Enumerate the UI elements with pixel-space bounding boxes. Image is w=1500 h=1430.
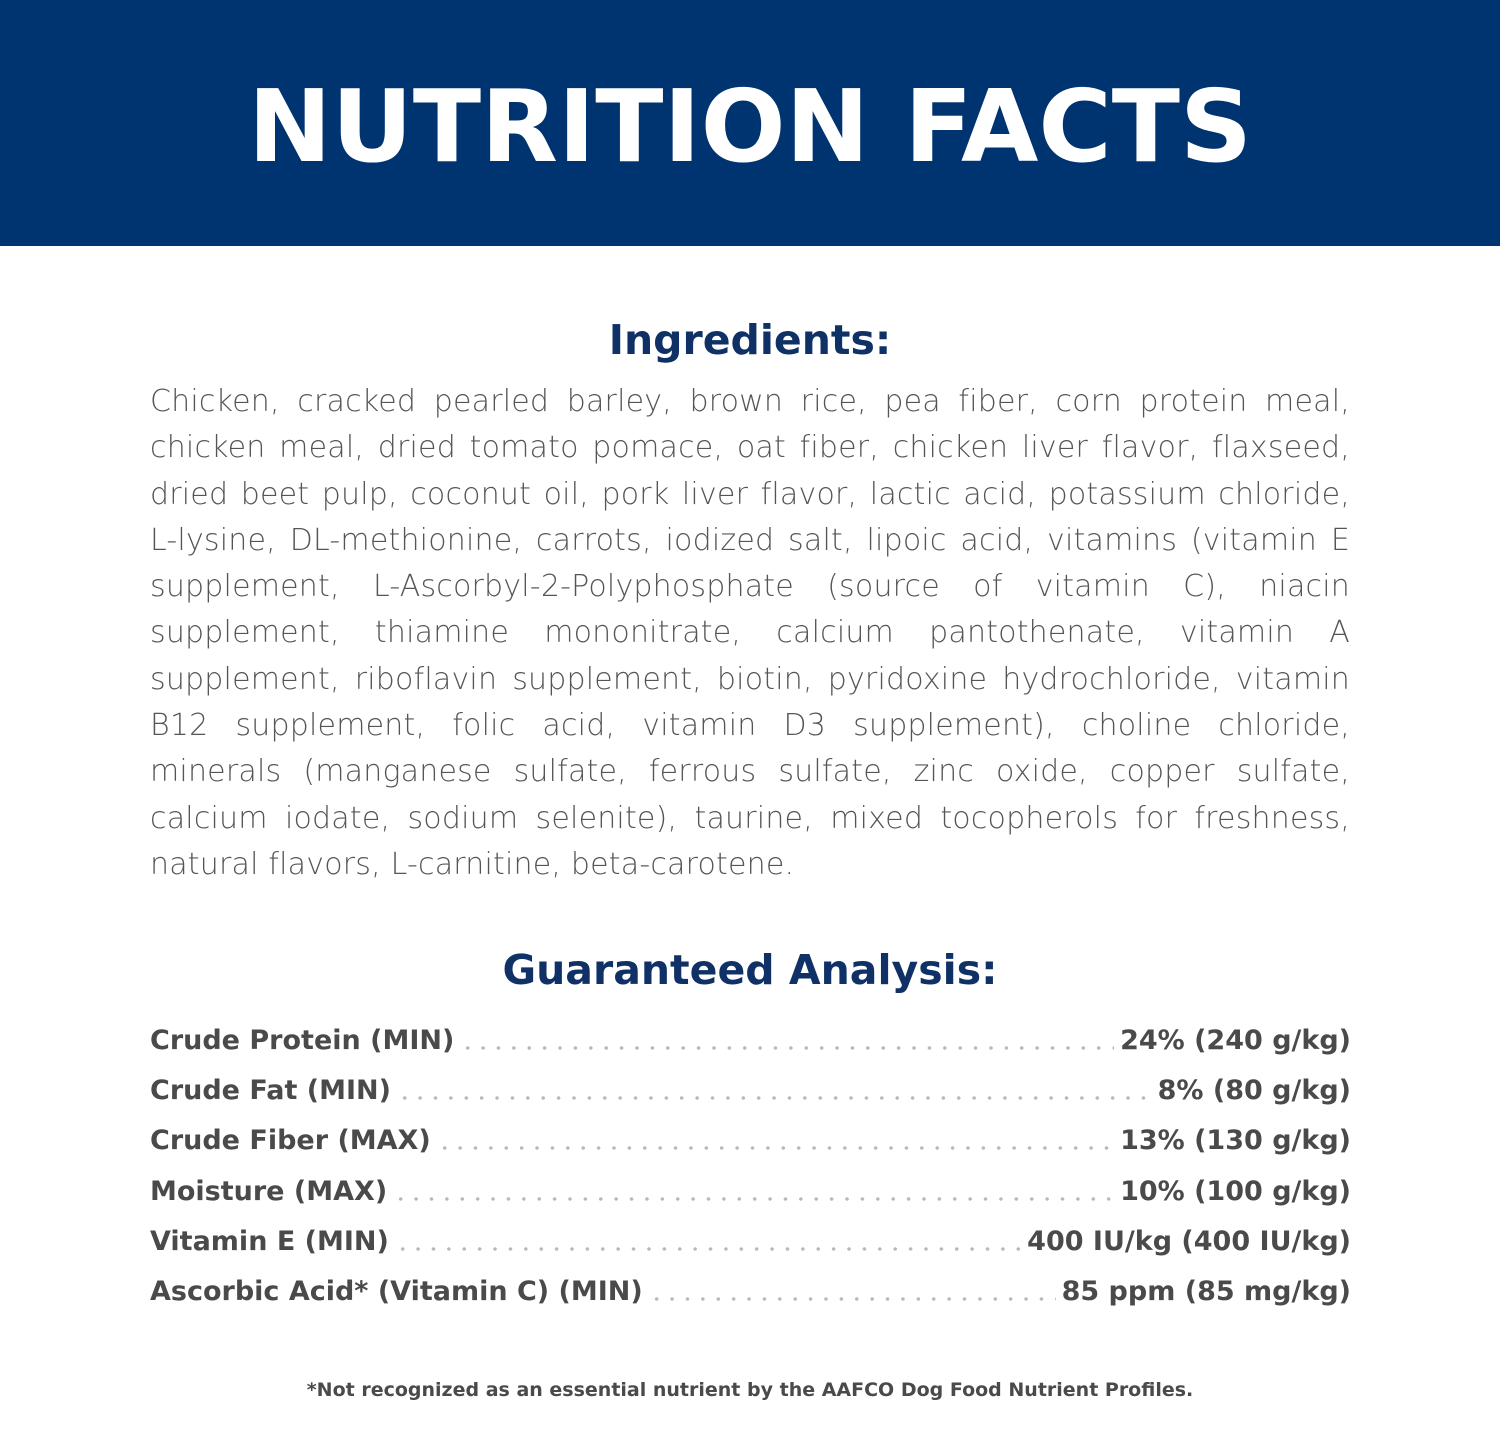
page-title: NUTRITION FACTS (247, 68, 1253, 185)
analysis-label: Ascorbic Acid* (Vitamin C) (MIN) (150, 1275, 643, 1307)
analysis-label: Vitamin E (MIN) (150, 1225, 389, 1257)
analysis-row (150, 1066, 1351, 1116)
ingredients-text: Chicken, cracked pearled barley, brown rice, pea fiber, corn protein meal, chicken meal, dried tomato pomace, oat fiber, chicken liver flavor, flaxseed, dried beet pulp, coconut oil, pork liver flavor, lactic acid, potassium chloride, L-lysine, DL-methionine, carrots, iodized salt, lipoic acid, vitamins (vitamin E supplement, L-Ascorbyl-2-Polyphosphate (source of vitamin C), niacin supplement, thiamine mononitrate, calcium pantothenate, vitamin A supplement, riboflavin supplement, biotin, pyridoxine hydrochloride, vitamin B12 supplement, folic acid, vitamin D3 supplement), choline chloride, minerals (manganese sulfate, ferrous sulfate, zinc oxide, copper sulfate, calcium iodate, sodium selenite), taurine, mixed tocopherols for freshness, natural flavors, L-carnitine, beta-carotene. (150, 384, 1350, 882)
analysis-row (150, 1016, 1351, 1066)
analysis-value: 10% (100 g/kg) (1120, 1175, 1351, 1207)
dot-leader (460, 1046, 1114, 1050)
analysis-value: 24% (240 g/kg) (1120, 1025, 1351, 1056)
analysis-value: 8% (80 g/kg) (1157, 1075, 1351, 1107)
guaranteed-analysis-heading: Guaranteed Analysis: (502, 946, 998, 994)
guaranteed-analysis-table (150, 1016, 1351, 1317)
analysis-label: Moisture (MAX) (150, 1175, 388, 1207)
analysis-label: Crude Fiber (MAX) (150, 1125, 431, 1157)
analysis-label: Crude Protein (MIN) (150, 1025, 455, 1056)
dot-leader (397, 1096, 1152, 1100)
analysis-label: Crude Fat (MIN) (150, 1075, 391, 1107)
analysis-value: 85 ppm (85 mg/kg) (1061, 1275, 1351, 1307)
dot-leader (395, 1247, 1021, 1251)
analysis-row (150, 1217, 1351, 1267)
footnote: *Not recognized as an essential nutrient by the AAFCO Dog Food Nutrient Profiles. (306, 1379, 1194, 1401)
dot-leader (437, 1146, 1114, 1150)
analysis-row (150, 1116, 1351, 1166)
analysis-value: 400 IU/kg (400 IU/kg) (1027, 1225, 1351, 1257)
analysis-row (150, 1267, 1351, 1317)
header-banner (0, 0, 1500, 246)
analysis-value: 13% (130 g/kg) (1120, 1125, 1351, 1157)
dot-leader (393, 1197, 1114, 1201)
ingredients-heading: Ingredients: (608, 316, 892, 364)
analysis-row (150, 1167, 1351, 1217)
dot-leader (649, 1297, 1056, 1301)
